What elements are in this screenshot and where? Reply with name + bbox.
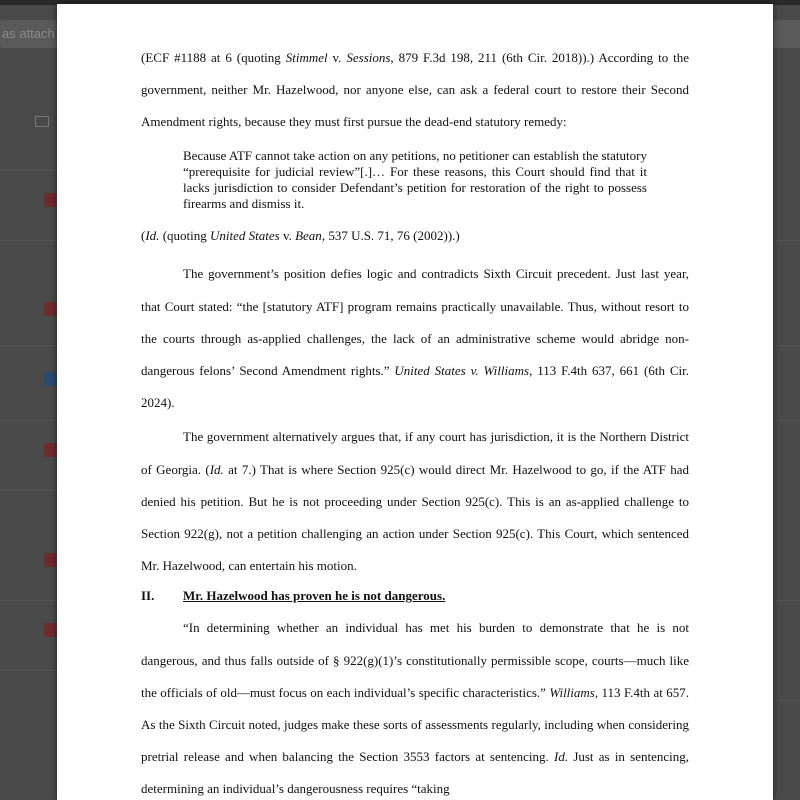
pdf-file-icon: [44, 302, 56, 316]
mail-icon: [35, 116, 49, 127]
background-divider: [0, 600, 58, 601]
section-title: Mr. Hazelwood has proven he is not dangerous.: [183, 588, 446, 604]
paragraph-1: (ECF #1188 at 6 (quoting Stimmel v. Sessions, 879 F.3d 198, 211 (6th Cir. 2018)).) According to the government, neither Mr. Hazelwood, nor anyone else, can ask a federal court to restore their Second Amendment rights, because they must first pursue the dead-end statutory remedy:: [141, 50, 690, 130]
background-divider: [0, 170, 58, 171]
background-divider: [0, 490, 58, 491]
section-heading: [141, 582, 689, 610]
paragraph-4: “In determining whether an individual has met his burden to demonstrate that he is not dangerous, and thus falls outside of § 922(g)(1)’s constitutionally permissible scope, courts—much like the officials of old—must focus on each individual’s specific characteristics.” Williams, 113 F.4th at 657. As the Sixth Circuit noted, judges make these sorts of assessments regularly, including when considering pretrial release and when balancing the Section 3553 factors at sentencing. Id. Just as in sentencing, determining an individual’s dangerousness requires “taking: [141, 620, 690, 797]
pdf-file-icon: [44, 623, 56, 637]
pdf-file-icon: [44, 193, 56, 207]
background-divider: [774, 345, 800, 346]
background-divider: [0, 420, 58, 421]
paragraph-2: The government’s position defies logic and contradicts Sixth Circuit precedent. Just last year, that Court stated: “the [statutory ATF] program remains practically unavailable. Thus, without resort to the courts through as-applied challenges, the lack of an administrative scheme would abridge non-dangerous felons’ Second Amendment rights.” United States v. Williams, 113 F.4th 637, 661 (6th Cir. 2024).: [141, 266, 689, 411]
background-divider: [774, 600, 800, 601]
section-number: II.: [141, 588, 155, 604]
background-divider: [0, 345, 58, 346]
background-right-panel: [772, 20, 800, 48]
paragraph-3: The government alternatively argues that, if any court has jurisdiction, it is the Northern District of Georgia. (Id. at 7.) That is where Section 925(c) would direct Mr. Hazelwood to go, if the ATF had denied his petition. But he is not proceeding under Section 925(c). This is an as-applied challenge to Section 922(g), not a petition challenging an action under Section 925(c). This Court, which sentenced Mr. Hazelwood, can entertain his motion.: [141, 429, 689, 574]
word-file-icon: [44, 372, 56, 386]
background-search-box: [0, 20, 62, 48]
background-divider: [774, 700, 800, 701]
block-quote: Because ATF cannot take action on any petitions, no petitioner can establish the statutory “prerequisite for judicial review”[.]… For these reasons, this Court should find that it lacks jurisdiction to consider Defendant’s petition for restoration of the right to possess firearms and dismiss it.: [183, 147, 647, 212]
document-page[interactable]: [57, 4, 773, 800]
pdf-file-icon: [44, 553, 56, 567]
document-content: [141, 42, 689, 800]
background-search-text: as attach: [2, 26, 55, 41]
background-divider: [774, 420, 800, 421]
pdf-file-icon: [44, 443, 56, 457]
background-divider: [0, 670, 58, 671]
background-divider: [774, 240, 800, 241]
background-divider: [0, 240, 58, 241]
citation-bean: (Id. (quoting United States v. Bean, 537 U.S. 71, 76 (2002)).): [141, 228, 460, 244]
